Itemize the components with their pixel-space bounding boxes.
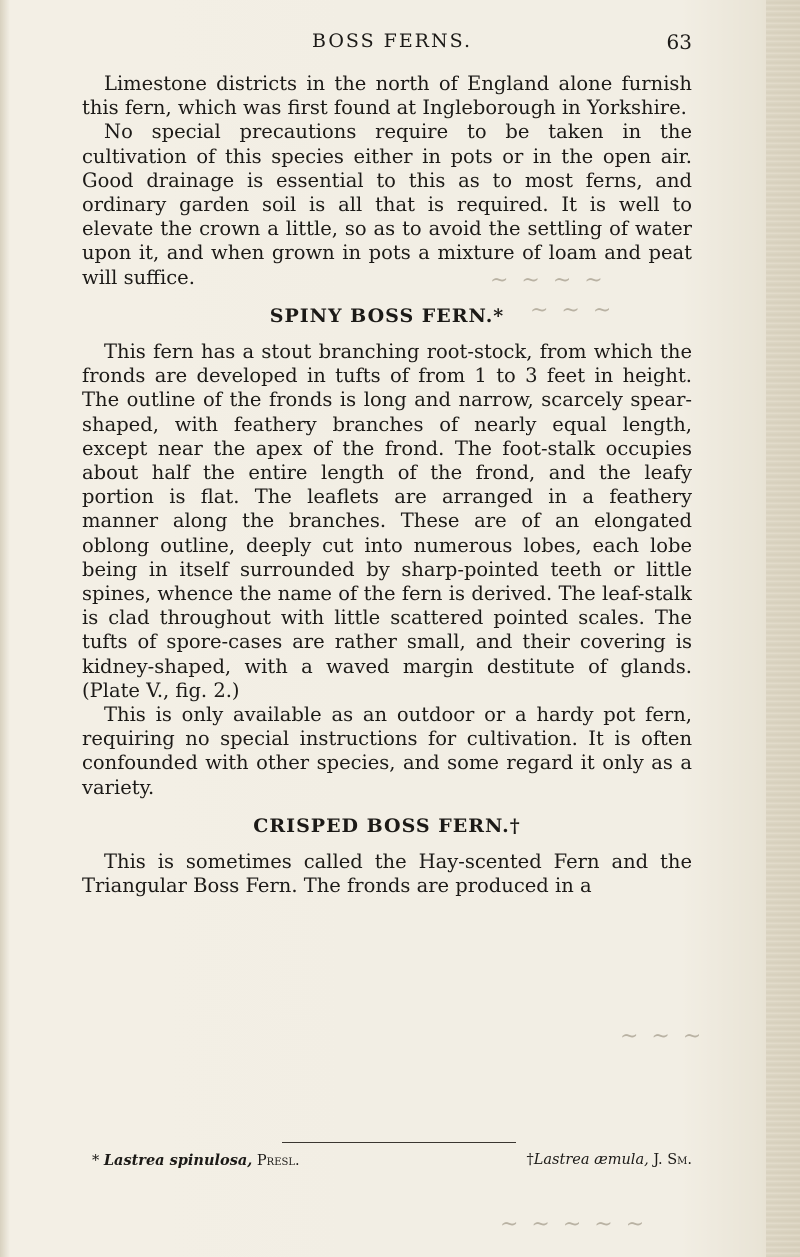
page-header	[72, 30, 692, 60]
paragraph: This fern has a stout branching root-stock, from which the fronds are developed in tufts of from 1 to 3 feet in height. The outline of the fronds is long and narrow, scarcely spear-shaped, with feathery branches of nearly equal length, except near the apex of the frond. The foot-stalk occupies about half the entire length of the frond, and the leafy portion is flat. The leaflets are arranged in a feathery manner along the branches. These are of an elongated oblong outline, deeply cut into numerous lobes, each lobe being in itself surrounded by sharp-pointed teeth or little spines, whence the name of the fern is derived. The leaf-stalk is clad throughout with little scattered pointed scales. The tufts of spore-cases are rather small, and their covering is kidney-shaped, with a waved margin destitute of glands. (Plate V., fig. 2.)	[82, 340, 692, 702]
paragraph: This is only available as an outdoor or a hardy pot fern, requiring no special instructions for cultivation. It is often confounded with other species, and some regard it only as a variety.	[82, 703, 692, 799]
body-text	[82, 72, 692, 899]
footnote-latin-name: Lastrea spinulosa,	[103, 1152, 253, 1169]
page-number: 63	[666, 30, 692, 54]
footnotes	[92, 1152, 692, 1169]
footnote-mark: †	[526, 1152, 534, 1168]
paragraph: No special precautions require to be taken in the cultivation of this species either in pots or in the open air. Good drainage is essential to this as to most ferns, and ordinary garden soil is all that is required. It is well to elevate the crown a little, so as to avoid the settling of water upon it, and when grown in pots a mixture of loam and peat will suffice.	[82, 120, 692, 289]
section-heading-crisped-boss-fern: CRISPED BOSS FERN.†	[253, 814, 521, 837]
footnote-crisped	[527, 1152, 692, 1169]
footnote-spiny: * Lastrea spinulosa, Presl.	[92, 1152, 300, 1169]
running-head: BOSS FERNS.	[312, 30, 472, 52]
footnote-rule	[282, 1142, 516, 1143]
pencil-annotation: ~ ~ ~ ~	[490, 268, 606, 293]
paragraph: This is sometimes called the Hay-scented Fern and the Triangular Boss Fern. The fronds are produced in a	[82, 850, 692, 898]
footnote-author: Presl.	[256, 1153, 300, 1169]
paragraph: Limestone districts in the north of England alone furnish this fern, which was first found at Ingleborough in Yorkshire.	[82, 72, 692, 120]
pencil-annotation: ~ ~ ~ ~ ~	[500, 1212, 648, 1237]
footnote-author: J. Sm.	[653, 1152, 692, 1168]
page-shadow	[0, 0, 10, 1257]
pencil-annotation: ~ ~ ~	[530, 298, 615, 323]
page-edge	[766, 0, 800, 1257]
section-heading-spiny-boss-fern: SPINY BOSS FERN.*	[269, 304, 505, 327]
pencil-annotation: ~ ~ ~	[620, 1024, 705, 1049]
footnote-latin-name: Lastrea æmula,	[533, 1152, 649, 1168]
